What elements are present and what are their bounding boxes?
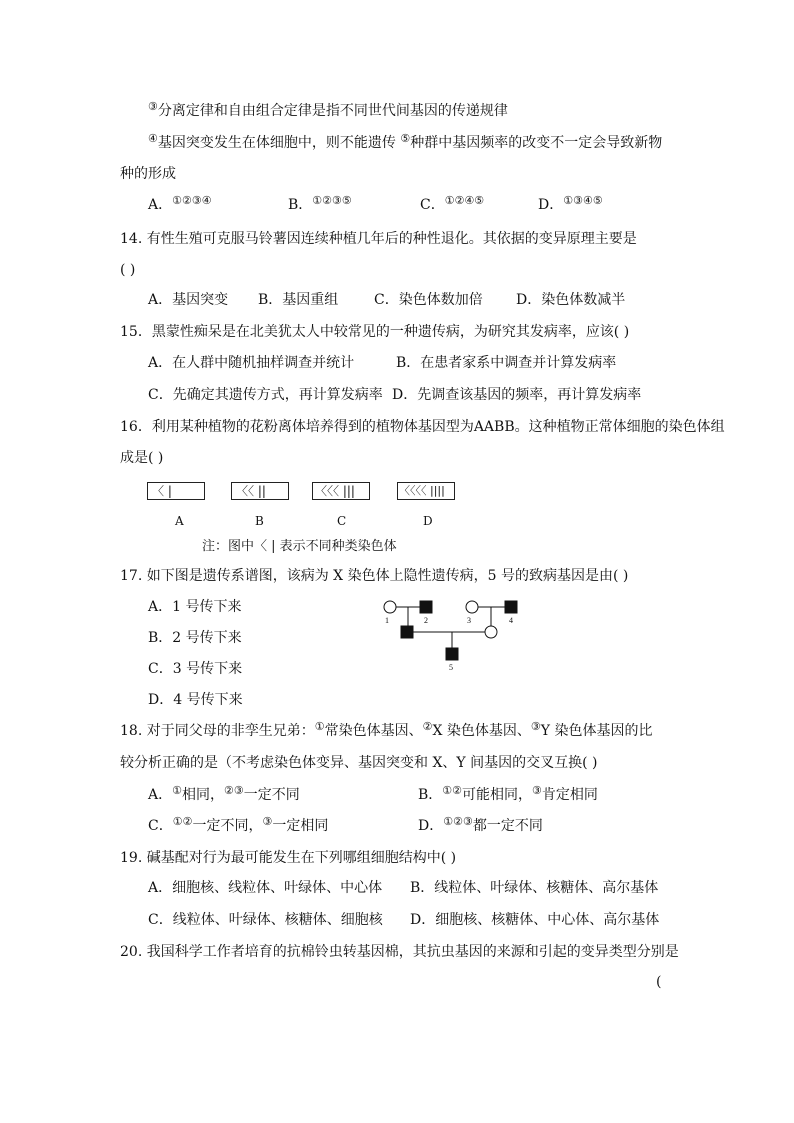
q18-option-d: D．①②③都一定不同 [418, 815, 543, 834]
pedigree-female-3 [466, 601, 478, 613]
pedigree-female-ii-2 [485, 626, 497, 638]
q14-option-d: D．染色体数减半 [516, 292, 626, 308]
q19-option-a: A．细胞核、线粒体、叶绿体、中心体 [148, 880, 383, 896]
q15-option-c: C．先确定其遗传方式，再计算发病率 [148, 387, 383, 403]
circled-number: ⑤ [400, 132, 411, 145]
q19-option-b: B．线粒体、叶绿体、核糖体、高尔基体 [410, 880, 659, 896]
q14-option-a: A．基因突变 [148, 292, 229, 308]
pedigree-chart [376, 596, 526, 676]
pedigree-label-2: 2 [424, 616, 428, 625]
box-label-a: A [175, 514, 184, 528]
q15-stem: 15．黑蒙性痴呆是在北美犹太人中较常见的一种遗传病，为研究其发病率，应该( ) [120, 324, 630, 340]
pedigree-label-5: 5 [449, 663, 453, 672]
q13-option-b: B．①②③⑤ [288, 194, 352, 213]
circled-number: ④ [148, 132, 158, 145]
q13-item-3: ③分离定律和自由组合定律是指不同世代间基因的传递规律 [148, 100, 508, 119]
q19-option-d: D．细胞核、核糖体、中心体、高尔基体 [410, 912, 660, 928]
q14-stem: 14. 有性生殖可克服马铃薯因连续种植几年后的种性退化。其依据的变异原理主要是 [120, 231, 637, 247]
q17-stem: 17. 如下图是遗传系谱图，该病为 X 染色体上隐性遗传病，5 号的致病基因是由( ) [120, 568, 629, 584]
chromosome-box-d: 〈〈〈〈 |||| [397, 482, 455, 500]
q16-stem: 16．利用某种植物的花粉离体培养得到的植物体基因型为AABB。这种植物正常体细胞的染色体组 [120, 419, 725, 435]
pedigree-male-2 [420, 601, 432, 613]
q18-option-b: B．①②可能相同，③肯定相同 [418, 784, 598, 803]
box-label-b: B [255, 514, 264, 528]
q13-option-d: D．①③④⑤ [538, 194, 603, 213]
pedigree-label-4: 4 [509, 616, 513, 625]
q15-option-d: D．先调查该基因的频率，再计算发病率 [392, 387, 642, 403]
circled-number: ③ [148, 100, 158, 113]
q17-option-a: A．1 号传下来 [148, 599, 242, 615]
pedigree-male-5 [446, 648, 458, 660]
q17-option-c: C．3 号传下来 [148, 661, 243, 677]
q14-answer-paren: ( ) [120, 262, 136, 278]
q14-option-b: B．基因重组 [258, 292, 339, 308]
q18-stem-cont: 较分析正确的是（不考虑染色体变异、基因突变和 X、Y 间基因的交叉互换( ) [120, 755, 598, 771]
chromosome-box-c: 〈〈〈 ||| [312, 482, 370, 500]
q13-option-c: C．①②④⑤ [420, 194, 485, 213]
box-label-d: D [423, 514, 433, 528]
q14-option-c: C．染色体数加倍 [374, 292, 483, 308]
q16-stem-cont: 成是( ) [120, 450, 164, 466]
figure-note: 注：图中〈 | 表示不同种类染色体 [202, 539, 397, 554]
q13-item-4-5: ④基因突变发生在体细胞中，则不能遗传 ⑤种群中基因频率的改变不一定会导致新物 [148, 132, 663, 151]
pedigree-label-3: 3 [467, 616, 471, 625]
q20-answer-paren: ( [656, 974, 662, 990]
q17-option-b: B．2 号传下来 [148, 630, 242, 646]
q19-option-c: C．线粒体、叶绿体、核糖体、细胞核 [148, 912, 383, 928]
pedigree-male-ii-1 [401, 626, 413, 638]
pedigree-label-1: 1 [385, 616, 389, 625]
q15-option-b: B．在患者家系中调查并计算发病率 [396, 355, 617, 371]
pedigree-male-4 [505, 601, 517, 613]
q17-option-d: D．4 号传下来 [148, 692, 243, 708]
pedigree-female-1 [384, 601, 396, 613]
q18-stem: 18. 对于同父母的非孪生兄弟：①常染色体基因、②X 染色体基因、③Y 染色体基因的比 [120, 720, 653, 739]
q13-item-5-cont: 种的形成 [120, 166, 176, 182]
chromosome-box-a: 〈 | [147, 482, 205, 500]
q13-option-a: A．①②③④ [148, 194, 212, 213]
q19-stem: 19. 碱基配对行为最可能发生在下列哪组细胞结构中( ) [120, 850, 457, 866]
q15-option-a: A．在人群中随机抽样调查并统计 [148, 355, 355, 371]
box-label-c: C [337, 514, 347, 528]
q18-option-a: A．①相同，②③一定不同 [148, 784, 300, 803]
chromosome-box-b: 〈〈 || [231, 482, 289, 500]
chromosome-figure [147, 482, 467, 528]
q18-option-c: C．①②一定不同，③一定相同 [148, 815, 329, 834]
q20-stem: 20. 我国科学工作者培育的抗棉铃虫转基因棉，其抗虫基因的来源和引起的变异类型分别是 [120, 944, 679, 960]
